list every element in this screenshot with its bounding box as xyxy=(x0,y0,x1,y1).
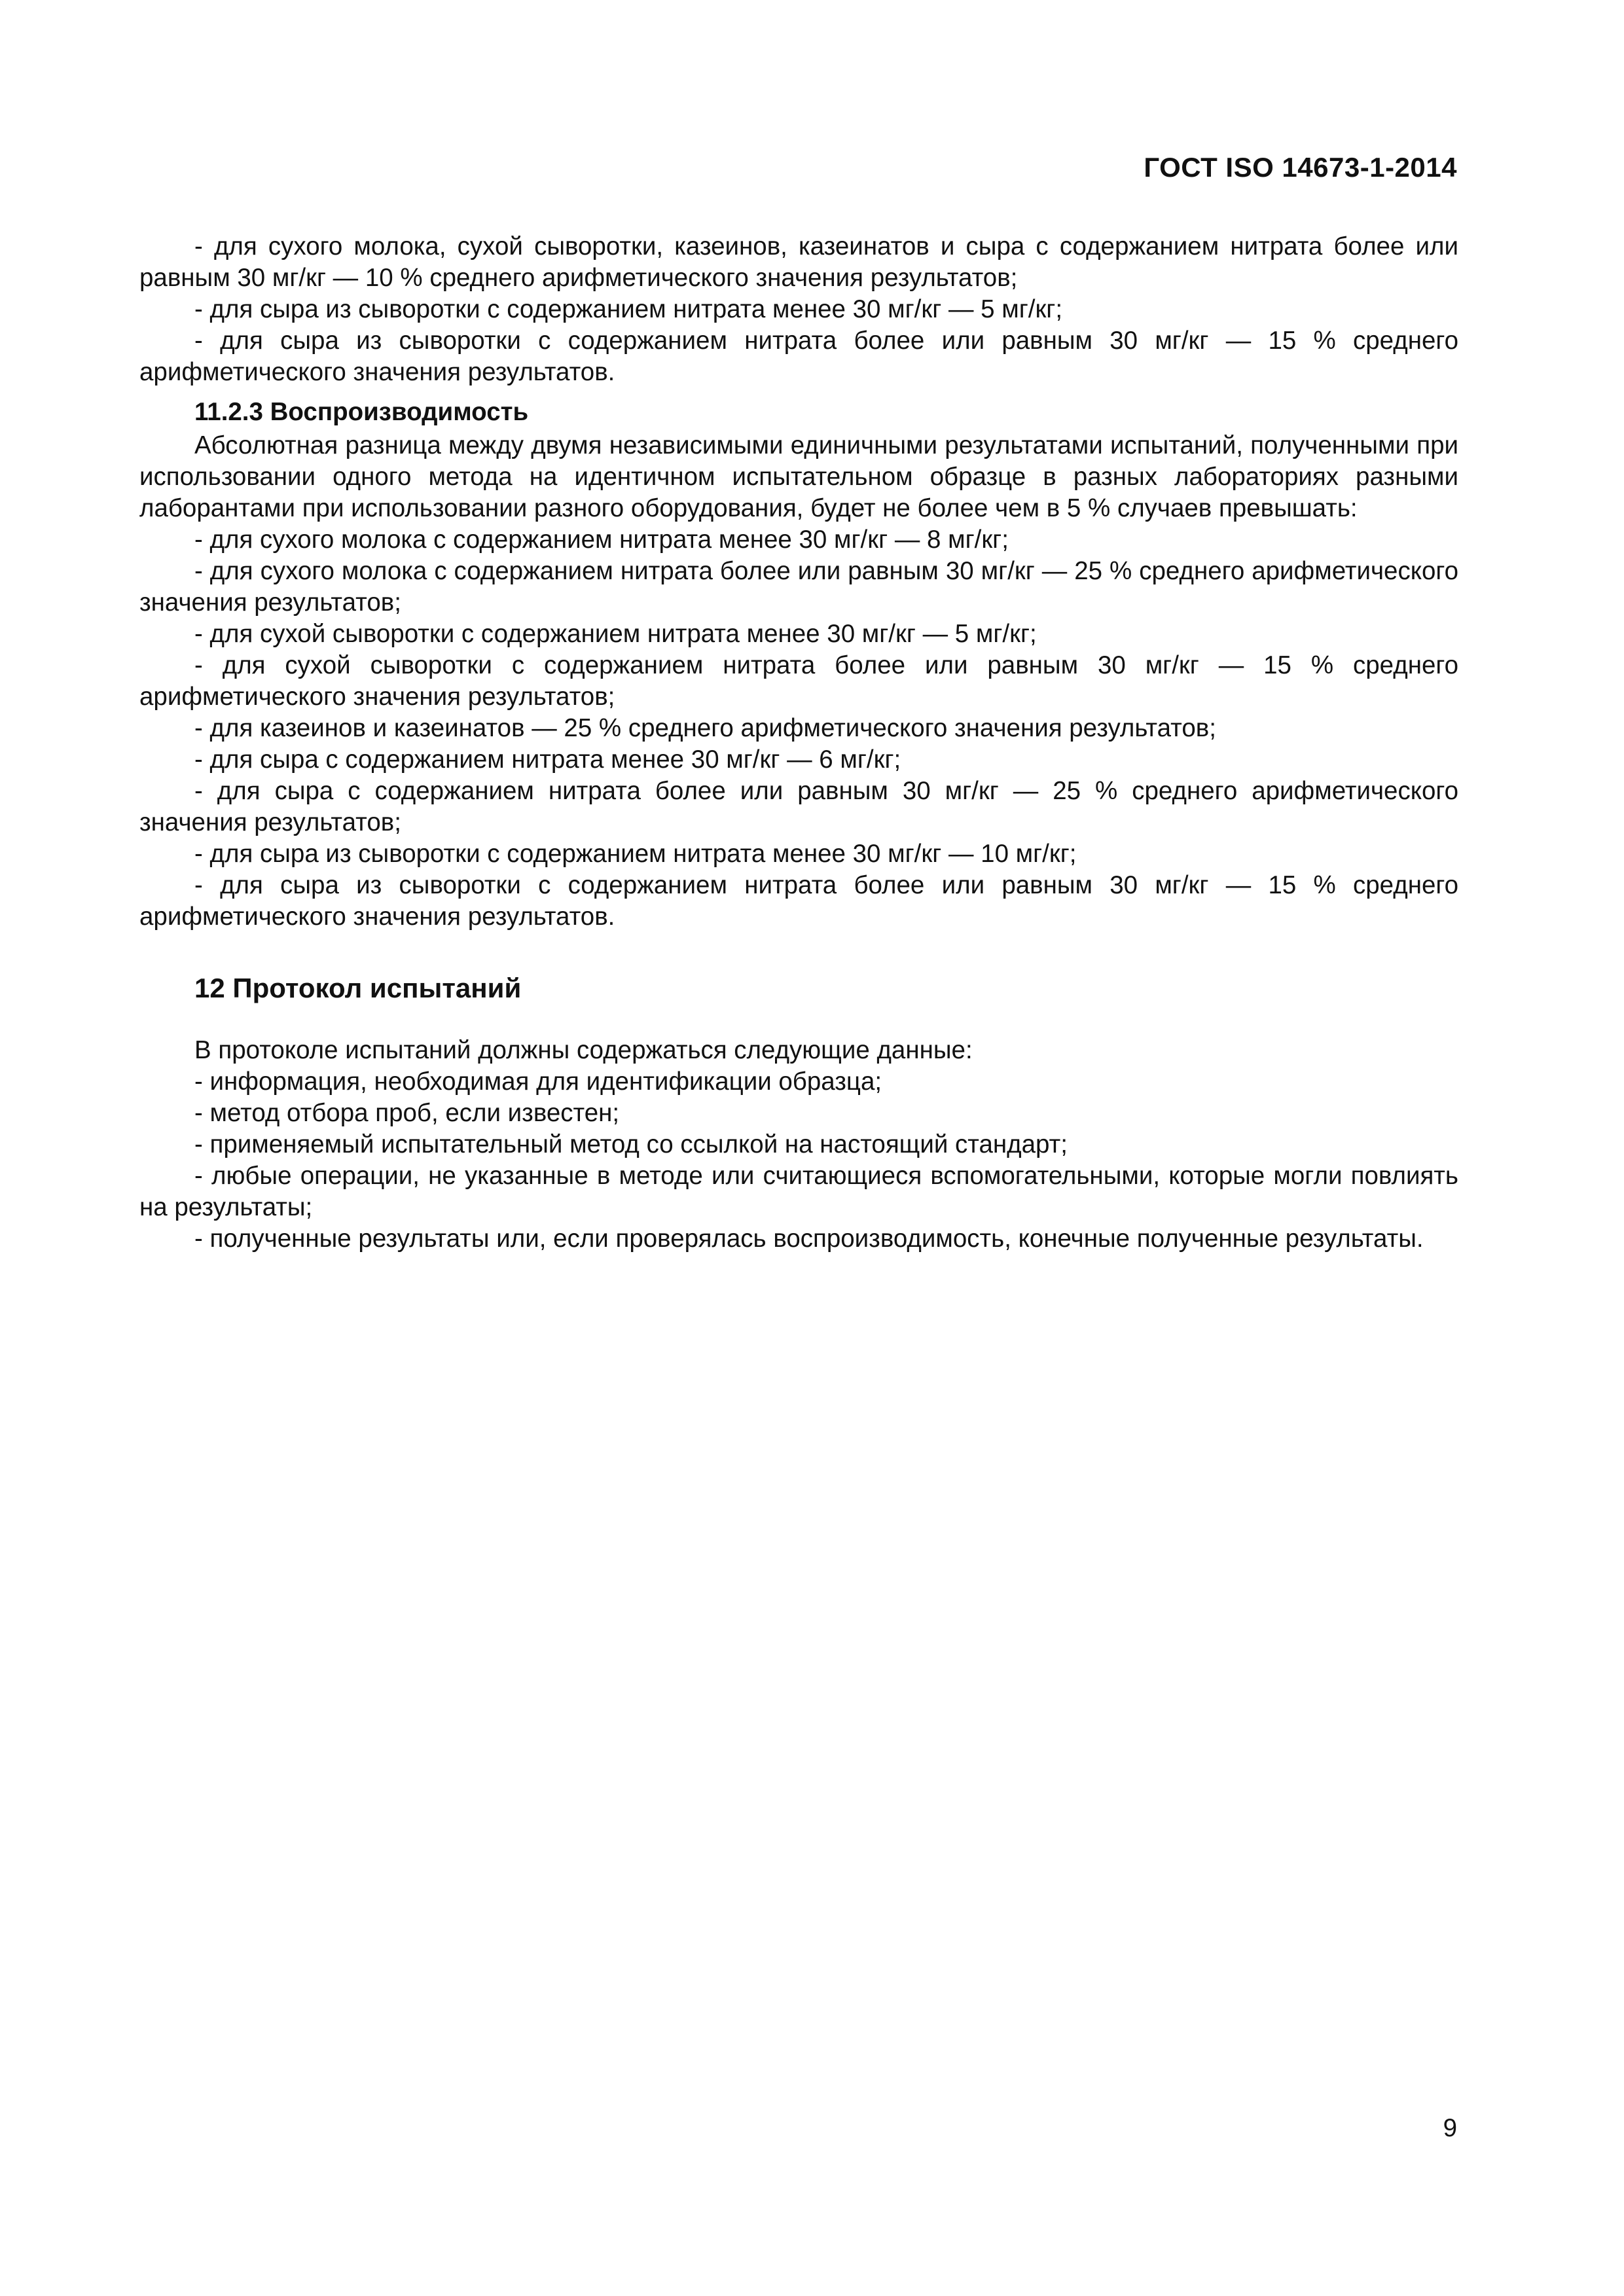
list-item: - для сыра из сыворотки с содержанием нитрата менее 30 мг/кг — 10 мг/кг; xyxy=(194,840,1077,868)
paragraph: - для сыра из сыворотки с содержанием нитрата менее 30 мг/кг — 5 мг/кг; xyxy=(194,295,1063,323)
list-item: - для казеинов и казеинатов — 25 % среднего арифметического значения результатов; xyxy=(194,714,1216,742)
paragraph: - для сыра из сыворотки с содержанием нитрата более или равным 30 мг/кг — 15 % среднего арифметического значения результатов. xyxy=(139,327,1458,386)
paragraph: Абсолютная разница между двумя независимыми единичными результатами испытаний, полученными при использовании одного метода на идентичном испытательном образце в разных лабораториях разными лаборантами при использовании разного оборудования, будет не более чем в 5 % случаев превышать: xyxy=(139,431,1458,522)
list-item: - для сухой сыворотки с содержанием нитрата более или равным 30 мг/кг — 15 % среднего арифметического значения результатов; xyxy=(139,651,1458,711)
list-item: - метод отбора проб, если известен; xyxy=(194,1099,620,1127)
document-body xyxy=(139,231,1458,1255)
list-item: - для сухого молока с содержанием нитрата менее 30 мг/кг — 8 мг/кг; xyxy=(194,526,1009,554)
list-item: - для сухой сыворотки с содержанием нитрата менее 30 мг/кг — 5 мг/кг; xyxy=(194,620,1037,648)
section-heading-11-2-3: 11.2.3 Воспроизводимость xyxy=(194,398,529,426)
list-item: - любые операции, не указанные в методе или считающиеся вспомогательными, которые могли повлиять на результаты; xyxy=(139,1162,1458,1221)
paragraph: В протоколе испытаний должны содержаться следующие данные: xyxy=(194,1036,973,1064)
list-item: - для сыра с содержанием нитрата менее 30 мг/кг — 6 мг/кг; xyxy=(194,745,901,774)
list-item: - для сыра с содержанием нитрата более или равным 30 мг/кг — 25 % среднего арифметического значения результатов; xyxy=(139,777,1458,836)
document-header: ГОСТ ISO 14673-1-2014 xyxy=(1144,152,1457,183)
page-number: 9 xyxy=(1443,2114,1457,2142)
list-item: - информация, необходимая для идентификации образца; xyxy=(194,1067,882,1096)
paragraph: - для сухого молока, сухой сыворотки, казеинов, казеинатов и сыра с содержанием нитрата более или равным 30 мг/кг — 10 % среднего арифметического значения результатов; xyxy=(139,232,1458,292)
list-item: - для сыра из сыворотки с содержанием нитрата более или равным 30 мг/кг — 15 % среднего арифметического значения результатов. xyxy=(139,871,1458,931)
list-item: - полученные результаты или, если проверялась воспроизводимость, конечные полученные результаты. xyxy=(194,1225,1424,1253)
section-heading-12: 12 Протокол испытаний xyxy=(194,973,522,1003)
list-item: - применяемый испытательный метод со ссылкой на настоящий стандарт; xyxy=(194,1130,1068,1158)
list-item: - для сухого молока с содержанием нитрата более или равным 30 мг/кг — 25 % среднего арифметического значения результатов; xyxy=(139,557,1458,617)
